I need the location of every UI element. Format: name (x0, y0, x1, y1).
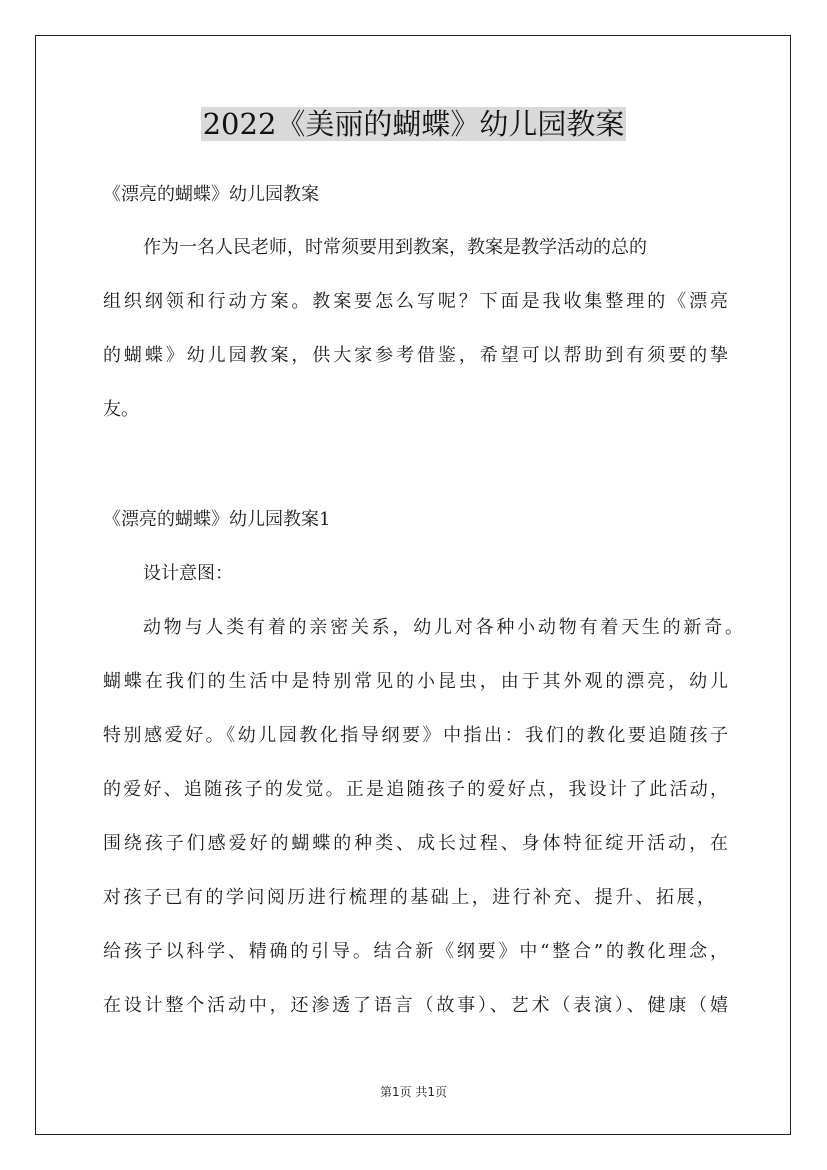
intro-line: 友。 (103, 399, 139, 420)
section-heading: 《漂亮的蝴蝶》幼儿园教案1 (103, 509, 331, 530)
body-line: 围绕孩子们感爱好的蝴蝶的种类、成长过程、身体特征绽开活动，在 (103, 833, 728, 854)
body-line: 蝴蝶在我们的生活中是特别常见的小昆虫，由于其外观的漂亮，幼儿 (103, 671, 728, 692)
intro-line: 作为一名人民老师，时常须要用到教案，教案是教学活动的总的 (143, 237, 647, 258)
page-footer: 第1页 共1页 (379, 1085, 448, 1099)
body-line: 给孩子以科学、精确的引导。结合新《纲要》中“整合”的教化理念， (103, 941, 728, 962)
intro-line: 组织纲领和行动方案。教案要怎么写呢？下面是我收集整理的《漂亮 (103, 291, 728, 312)
title-text: 2022《美丽的蝴蝶》幼儿园教案 (202, 107, 625, 141)
document-title (0, 104, 827, 144)
design-label: 设计意图： (143, 563, 233, 584)
body-line: 特别感爱好。《幼儿园教化指导纲要》中指出：我们的教化要追随孩子 (103, 725, 728, 746)
body-line: 对孩子已有的学问阅历进行梳理的基础上，进行补充、提升、拓展， (103, 887, 715, 908)
body-line: 动物与人类有着的亲密关系，幼儿对各种小动物有着天生的新奇。 (143, 617, 743, 638)
body-line: 在设计整个活动中，还渗透了语言（故事）、艺术（表演）、健康（嬉 (103, 995, 728, 1016)
subtitle: 《漂亮的蝴蝶》幼儿园教案 (103, 184, 319, 205)
body-line: 的爱好、追随孩子的发觉。正是追随孩子的爱好点，我设计了此活动， (103, 779, 728, 800)
intro-line: 的蝴蝶》幼儿园教案，供大家参考借鉴，希望可以帮助到有须要的挚 (103, 345, 728, 366)
